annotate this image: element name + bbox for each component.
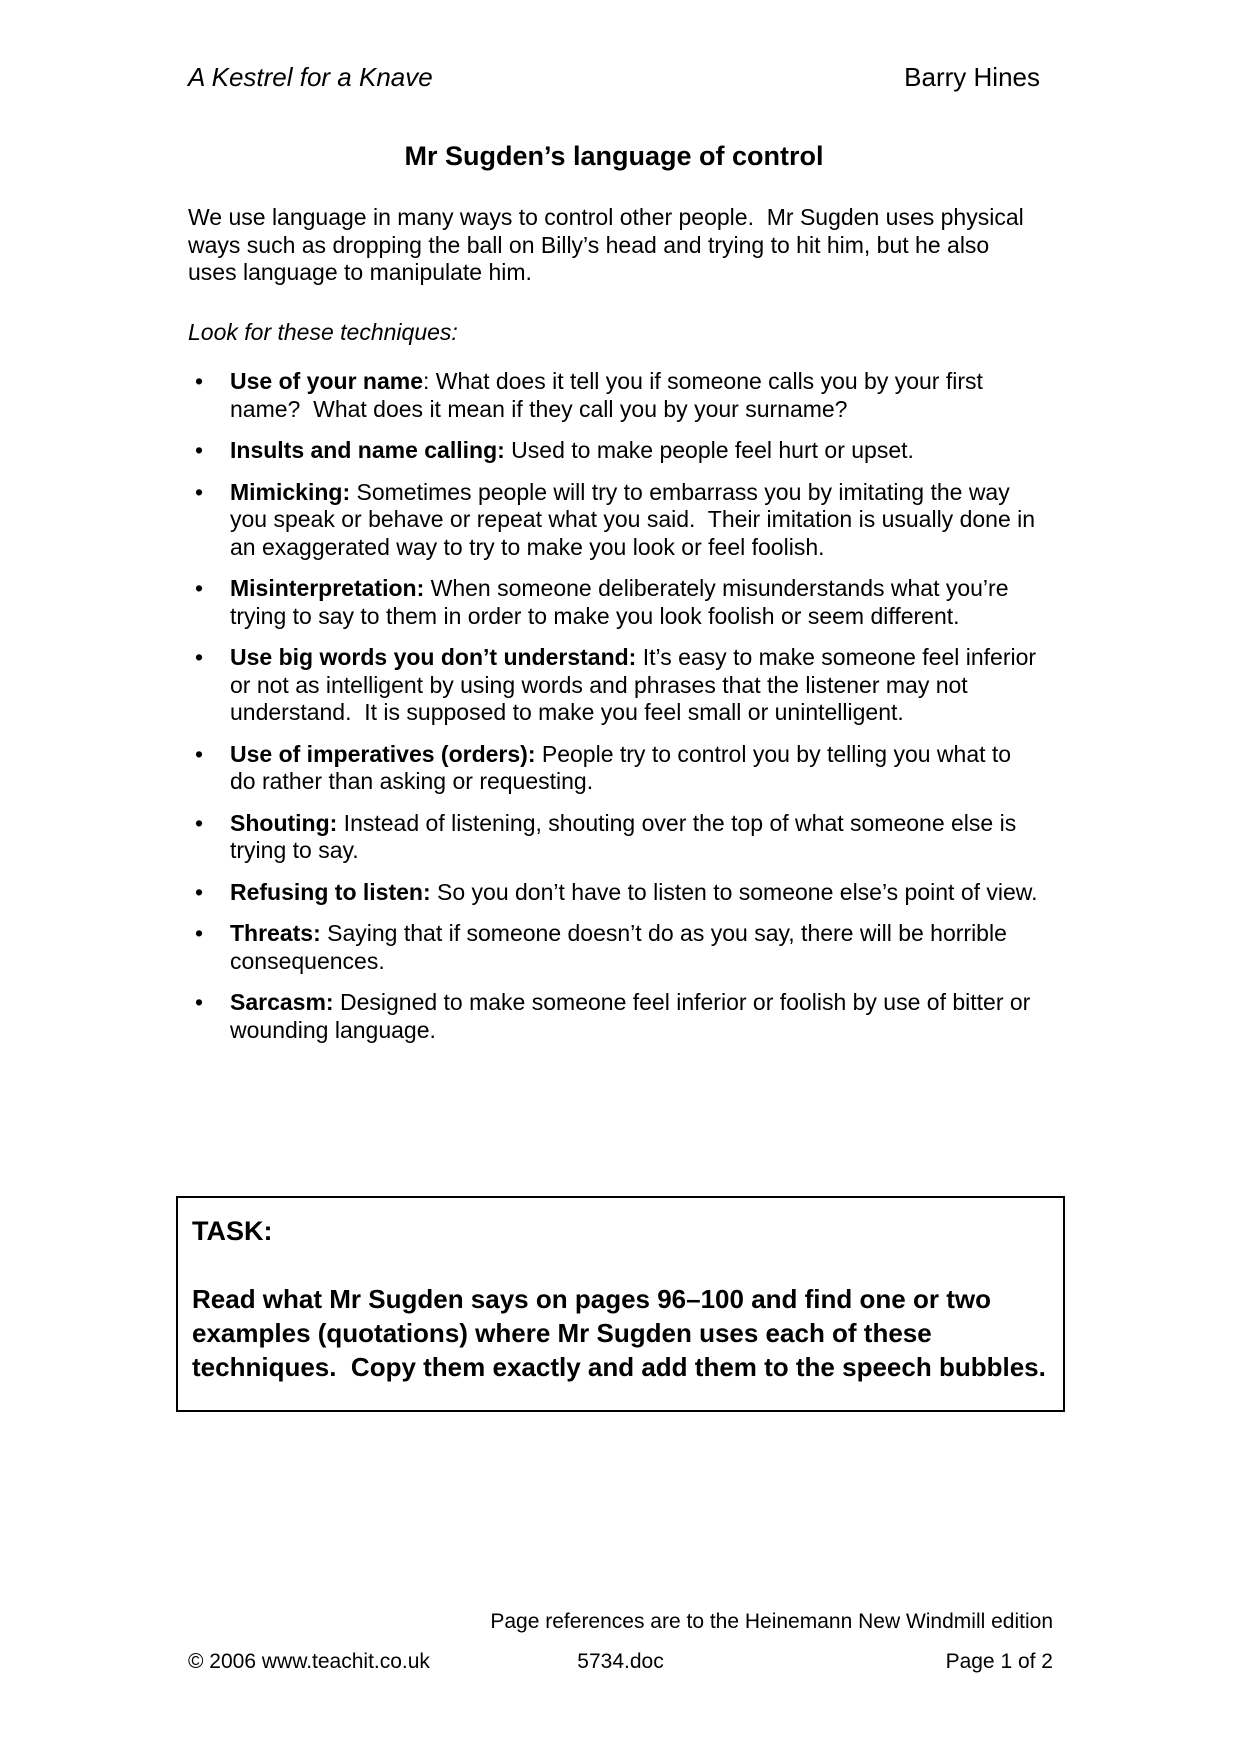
technique-description: : What does it tell you if someone calls you by your first name? What does it mean if they call you by your surname? — [230, 368, 990, 422]
techniques-list — [188, 368, 1043, 1044]
technique-term: Use of your name — [230, 368, 423, 394]
bullet-marker: • — [195, 989, 204, 1015]
list-item — [188, 479, 1040, 562]
bullet-marker: • — [195, 368, 204, 394]
bullet-marker: • — [195, 644, 204, 670]
technique-description: Used to make people feel hurt or upset. — [504, 437, 914, 463]
author-name: Barry Hines — [904, 62, 1040, 92]
task-label: TASK: — [192, 1216, 273, 1246]
technique-description: Instead of listening, shouting over the top of what someone else is trying to say. — [230, 809, 1023, 863]
bullet-marker: • — [195, 437, 204, 463]
list-item — [188, 575, 1040, 630]
technique-description: It’s easy to make someone feel inferior or not as intelligent by using words and phrases that the listener may not understand. It is supposed to make you feel small or unintelligent. — [230, 644, 1043, 725]
list-item — [188, 437, 1040, 465]
task-box — [176, 1196, 1065, 1412]
page-number: Page 1 of 2 — [945, 1650, 1053, 1673]
techniques-lead-in: Look for these techniques: — [188, 318, 458, 345]
document-footer — [188, 1610, 1053, 1674]
technique-description: Saying that if someone doesn’t do as you say, there will be horrible consequences. — [230, 920, 1014, 974]
list-item — [188, 879, 1040, 907]
page-title: Mr Sugden’s language of control — [404, 141, 824, 171]
bullet-marker: • — [195, 809, 204, 836]
document-header — [188, 62, 1040, 93]
list-item — [188, 920, 1040, 975]
document-filename: 5734.doc — [577, 1650, 664, 1673]
bullet-marker: • — [195, 478, 204, 505]
technique-term: Insults and name calling: — [230, 437, 505, 463]
list-item — [188, 368, 1040, 423]
list-item — [188, 810, 1040, 865]
intro-paragraph: We use language in many ways to control other people. Mr Sugden uses physical ways such as dropping the ball on Billy’s head and trying to hit him, but he also uses language to manipulate him. — [188, 204, 1031, 285]
technique-term: Mimicking: — [230, 478, 351, 505]
technique-description: When someone deliberately misunderstands what you’re trying to say to them in order to make you look foolish or seem different. — [230, 575, 1015, 629]
bullet-marker: • — [195, 740, 204, 767]
technique-term: Refusing to listen: — [230, 878, 431, 905]
list-item — [188, 741, 1040, 796]
bullet-marker: • — [195, 575, 204, 601]
technique-term: Misinterpretation: — [230, 575, 425, 601]
book-title: A Kestrel for a Knave — [188, 62, 433, 92]
edition-note: Page references are to the Heinemann New Windmill edition — [490, 1610, 1053, 1633]
technique-term: Sarcasm: — [230, 989, 334, 1015]
technique-term: Threats: — [230, 920, 321, 946]
technique-description: Designed to make someone feel inferior or foolish by use of bitter or wounding language. — [230, 989, 1037, 1043]
copyright-text: © 2006 www.teachit.co.uk — [188, 1650, 430, 1673]
list-item — [188, 989, 1040, 1044]
bullet-marker: • — [195, 878, 204, 905]
technique-term: Shouting: — [230, 809, 338, 836]
task-instructions: Read what Mr Sugden says on pages 96–100 and find one or two examples (quotations) where Mr Sugden uses each of these techniques. Copy them exactly and add them to the speech bubbles. — [192, 1284, 1046, 1382]
bullet-marker: • — [195, 920, 204, 946]
technique-term: Use big words you don’t understand: — [230, 644, 637, 670]
technique-term: Use of imperatives (orders): — [230, 740, 536, 767]
technique-description: So you don’t have to listen to someone else’s point of view. — [430, 878, 1038, 905]
technique-description: Sometimes people will try to embarrass you by imitating the way you speak or behave or repeat what you said. Their imitation is usually done in an exaggerated way to try to make you look or feel foolish. — [230, 478, 1042, 560]
technique-description: People try to control you by telling you what to do rather than asking or requesting. — [230, 740, 1018, 794]
footer-row — [188, 1650, 1053, 1674]
list-item — [188, 644, 1043, 727]
